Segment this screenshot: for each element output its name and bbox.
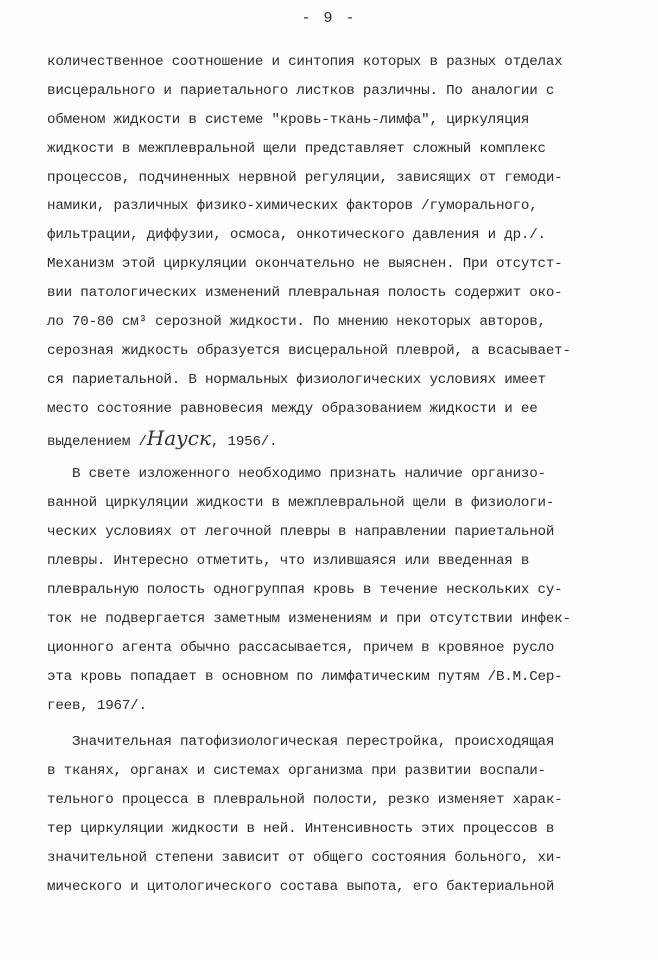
text-line: плевральную полость одногруппая кровь в течение нескольких су- xyxy=(47,582,563,599)
body-text xyxy=(47,48,607,902)
text-line: мического и цитологического состава выпота, его бактериальной xyxy=(47,878,555,895)
text-line: жидкости в межплевральной щели представляет сложный комплекс xyxy=(47,140,546,157)
text-line: В свете изложенного необходимо признать наличие организо- xyxy=(47,466,546,483)
paragraph-1 xyxy=(47,48,607,452)
text-line: ческих условиях от легочной плевры в направлении париетальной xyxy=(47,524,555,541)
text-line: обменом жидкости в системе "кровь-ткань-лимфа", циркуляция xyxy=(47,111,530,128)
paragraph-3 xyxy=(47,728,607,901)
text-line: висцерального и париетального листков различны. По аналогии с xyxy=(47,82,555,99)
text-line: эта кровь попадает в основном по лимфатическим путям /В.М.Сер- xyxy=(47,668,563,685)
text-line: тельного процесса в плевральной полости, резко изменяет харак- xyxy=(47,792,563,809)
text-line: место состояние равновесия между образованием жидкости и ее xyxy=(47,400,538,417)
text-line: вии патологических изменений плевральная полость содержит око- xyxy=(47,285,563,302)
text-line: в тканях, органах и системах организма при развитии воспали- xyxy=(47,763,546,780)
text-line: фильтрации, диффузии, осмоса, онкотического давления и др./. xyxy=(47,227,546,244)
text-line: процессов, подчиненных нервной регуляции, зависящих от гемоди- xyxy=(47,169,563,186)
text-line: намики, различных физико-химических факторов /гуморального, xyxy=(47,198,538,215)
text-line: ванной циркуляции жидкости в межплевральной щели в физиологи- xyxy=(47,495,555,512)
text-line-with-handwriting xyxy=(47,424,607,453)
text-line: количественное соотношение и синтопия которых в разных отделах xyxy=(47,54,563,70)
text-line: ток не подвергается заметным изменениям и при отсутствии инфек- xyxy=(47,610,571,627)
line-text-before: выделением / xyxy=(47,433,147,450)
line-text-after: , 1956/. xyxy=(210,433,278,450)
text-line: ционного агента обычно рассасывается, причем в кровяное русло xyxy=(47,639,555,656)
text-line: плевры. Интересно отметить, что излившаяся или введенная в xyxy=(47,553,530,570)
text-line: тер циркуляции жидкости в ней. Интенсивность этих процессов в xyxy=(47,821,555,838)
text-line: ся париетальной. В нормальных физиологических условиях имеет xyxy=(47,371,546,388)
page-number: - 9 - xyxy=(301,10,357,27)
text-line: Значительная патофизиологическая перестройка, происходящая xyxy=(47,734,555,751)
text-line: Механизм этой циркуляции окончательно не выяснен. При отсутст- xyxy=(47,256,563,273)
text-line: серозная жидкость образуется висцеральной плеврой, а всасывает- xyxy=(47,342,571,359)
text-line: ло 70-80 см³ серозной жидкости. По мнению некоторых авторов, xyxy=(47,314,546,331)
paragraph-2 xyxy=(47,460,607,720)
handwritten-author-name: Науск xyxy=(146,425,211,450)
text-line: геев, 1967/. xyxy=(47,697,147,714)
text-line: значительной степени зависит от общего состояния больного, хи- xyxy=(47,850,563,867)
